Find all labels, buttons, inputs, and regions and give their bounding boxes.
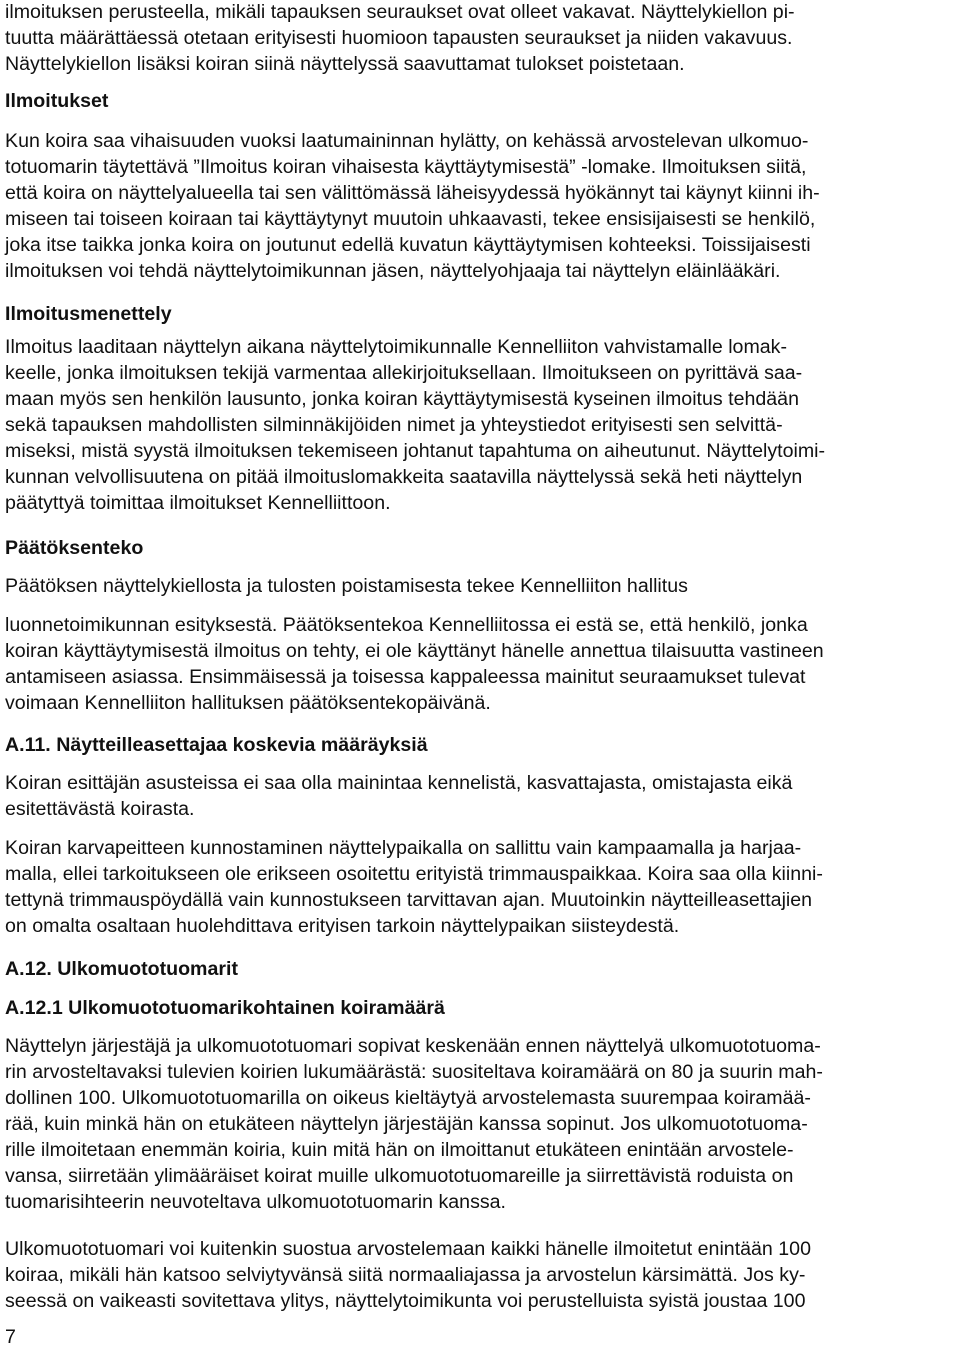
section-heading: A.12.1 Ulkomuototuomarikohtainen koiramäärä xyxy=(5,997,445,1019)
body-line: Ulkomuototuomari voi kuitenkin suostua arvostelemaan kaikki hänelle ilmoitetut enintään 100 xyxy=(5,1238,811,1260)
body-line: päätyttyä toimittaa ilmoitukset Kennelliittoon. xyxy=(5,492,391,514)
body-line: malla, ellei tarkoitukseen ole erikseen osoitettu erityistä trimmauspaikkaa. Koira saa olla kiinni- xyxy=(5,863,823,885)
body-line: voimaan Kennelliiton hallituksen päätöksentekopäivänä. xyxy=(5,692,491,714)
body-line: ilmoituksen perusteella, mikäli tapauksen seuraukset ovat olleet vakavat. Näyttelykiellon pi- xyxy=(5,1,795,23)
body-line: Koiran karvapeitteen kunnostaminen näyttelypaikalla on sallittu vain kampaamalla ja harjaa- xyxy=(5,837,802,859)
body-line: esitettävästä koirasta. xyxy=(5,798,195,820)
body-line: miseksi, mistä syystä ilmoituksen tekemiseen johtanut tapahtuma on aiheutunut. Näyttelytoimi- xyxy=(5,440,826,462)
body-line: koiraa, mikäli hän katsoo selviytyvänsä siitä normaaliajassa ja arvostelun kärsimättä. Jos ky- xyxy=(5,1264,806,1286)
body-line: rää, kuin minkä hän on etukäteen näyttelyn järjestäjän kanssa sopinut. Jos ulkomuototuoma- xyxy=(5,1113,808,1135)
body-line: vansa, siirretään ylimääräiset koirat muille ulkomuototuomareille ja siirrettävistä roduista on xyxy=(5,1165,794,1187)
section-heading: Päätöksenteko xyxy=(5,537,144,559)
body-line: luonnetoimikunnan esityksestä. Päätöksentekoa Kennelliitossa ei estä se, että henkilö, jonka xyxy=(5,614,808,636)
body-line: ilmoituksen voi tehdä näyttelytoimikunnan jäsen, näyttelyohjaaja tai näyttelyn eläinlääkäri. xyxy=(5,260,781,282)
body-line: maan myös sen henkilön lausunto, jonka koiran käyttäytymisestä kyseinen ilmoitus tehdään xyxy=(5,388,799,410)
body-line: sekä tapauksen mahdollisten silminnäkijöiden nimet ja yhteystiedot erityisesti sen selvittä- xyxy=(5,414,783,436)
body-line: rin arvosteltavaksi tulevien koirien lukumäärästä: suositeltava koiramäärä on 80 ja suurin mah- xyxy=(5,1061,823,1083)
body-line: tettynä trimmauspöydällä vain kunnostukseen tarvittavan ajan. Muutoinkin näytteilleasettajien xyxy=(5,889,813,911)
page-number: 7 xyxy=(5,1326,16,1348)
body-line: Ilmoitus laaditaan näyttelyn aikana näyttelytoimikunnalle Kennelliiton vahvistamalle lomak- xyxy=(5,336,787,358)
section-heading: Ilmoitusmenettely xyxy=(5,303,172,325)
body-line: koiran käyttäytymisestä ilmoitus on tehty, ei ole käyttänyt hänelle annettua tilaisuutta vastineen xyxy=(5,640,824,662)
body-line: antamiseen asiassa. Ensimmäisessä ja toisessa kappaleessa mainitut seuraamukset tulevat xyxy=(5,666,806,688)
body-line: keelle, jonka ilmoituksen tekijä varmentaa allekirjoituksellaan. Ilmoitukseen on pyrittävä saa- xyxy=(5,362,803,384)
body-line: miseen tai toiseen koiraan tai käyttäytynyt muutoin uhkaavasti, tekee ensisijaisesti se henkilö, xyxy=(5,208,816,230)
body-line: dollinen 100. Ulkomuototuomarilla on oikeus kieltäytyä arvostelemasta suurempaa koiramää- xyxy=(5,1087,811,1109)
body-line: Koiran esittäjän asusteissa ei saa olla mainintaa kennelistä, kasvattajasta, omistajasta eikä xyxy=(5,772,793,794)
body-line: joka itse taikka jonka koira on joutunut edellä kuvatun käyttäytymisen kohteeksi. Toissijaisesti xyxy=(5,234,811,256)
body-line: Näyttelykiellon lisäksi koiran siinä näyttelyssä saavuttamat tulokset poistetaan. xyxy=(5,53,685,75)
body-line: kunnan velvollisuutena on pitää ilmoituslomakkeita saatavilla näyttelyssä sekä heti näyttelyn xyxy=(5,466,803,488)
section-heading: A.12. Ulkomuototuomarit xyxy=(5,958,238,980)
section-heading: Ilmoitukset xyxy=(5,90,109,112)
body-line: tuomarisihteerin neuvoteltava ulkomuototuomarin kanssa. xyxy=(5,1191,506,1213)
body-line: rille ilmoitetaan enemmän koiria, kuin mitä hän on ilmoittanut etukäteen enintään arvostele- xyxy=(5,1139,794,1161)
section-heading: A.11. Näytteilleasettajaa koskevia määräyksiä xyxy=(5,734,428,756)
body-line: että koira on näyttelyalueella tai sen välittömässä läheisyydessä hyökännyt tai käynyt kiinni ih- xyxy=(5,182,820,204)
body-line: tuutta määrättäessä otetaan erityisesti huomioon tapausten seuraukset ja niiden vakavuus. xyxy=(5,27,793,49)
body-line: seessä on vaikeasti sovitettava ylitys, näyttelytoimikunta voi perustelluista syistä joustaa 100 xyxy=(5,1290,806,1312)
body-line: Näyttelyn järjestäjä ja ulkomuototuomari sopivat keskenään ennen näyttelyä ulkomuototuoma- xyxy=(5,1035,821,1057)
body-line: Päätöksen näyttelykiellosta ja tulosten poistamisesta tekee Kennelliiton hallitus xyxy=(5,575,688,597)
body-line: on omalta osaltaan huolehdittava erityisen tarkoin näyttelypaikan siisteydestä. xyxy=(5,915,680,937)
body-line: Kun koira saa vihaisuuden vuoksi laatumaininnan hylätty, on kehässä arvostelevan ulkomuo- xyxy=(5,130,809,152)
body-line: totuomarin täytettävä ”Ilmoitus koiran vihaisesta käyttäytymisestä” -lomake. Ilmoituksen siitä, xyxy=(5,156,807,178)
